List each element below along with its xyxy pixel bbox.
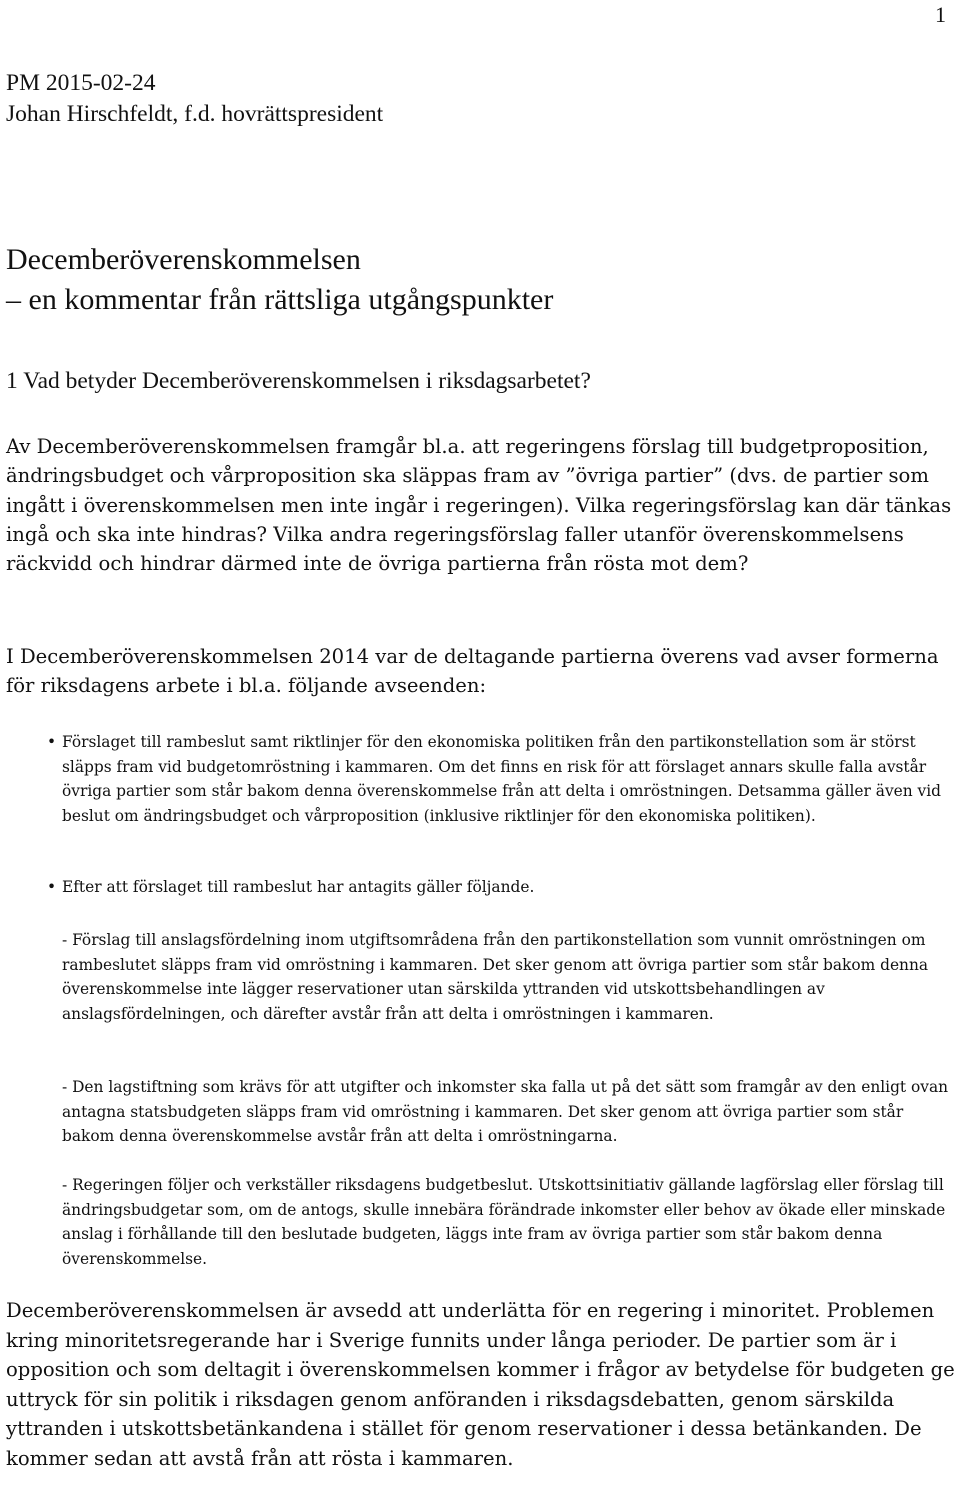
title-line-2: – en kommentar från rättsliga utgångspunkter: [6, 283, 554, 316]
bullet-icon: •: [47, 733, 57, 751]
bullet-item: [47, 875, 952, 900]
intro-paragraph: Av Decemberöverenskommelsen framgår bl.a. att regeringens förslag till budgetproposition, ändringsbudget och vårproposition ska släppas fram av ”övriga partier” (dvs. de partier som ingått i överenskommelsen men inte ingår i regeringen). Vilka regeringsförslag kan där tänkas ingå och ska inte hindras? Vilka andra regeringsförslag faller utanför överenskommelsens räckvidd och hindrar därmed inte de övriga partierna från rösta mot dem?: [6, 435, 952, 576]
bullet-text: Efter att förslaget till rambeslut har antagits gäller följande.: [62, 878, 535, 896]
closing-paragraph: Decemberöverenskommelsen är avsedd att underlätta för en regering i minoritet. Problemen kring minoritetsregerande har i Sverige funnits under långa perioder. De partier som är i opposition och som deltagit i överenskommelsen kommer i frågor av betydelse för budgeten ge uttryck för sin politik i riksdagen genom anföranden i riksdagsdebatten, genom särskilda yttranden i utskottsbetänkandena i stället för genom reservationer i dessa betänkanden. De kommer sedan att avstå från att rösta i kammaren.: [6, 1299, 955, 1470]
agreement-paragraph: I Decemberöverenskommelsen 2014 var de deltagande partierna överens vad avser formerna för riksdagens arbete i bl.a. följande avseenden:: [6, 645, 939, 698]
document-title: [6, 240, 553, 320]
section-heading: 1 Vad betyder Decemberöverenskommelsen i riksdagsarbetet?: [6, 368, 591, 394]
dash-item: - Regeringen följer och verkställer riksdagens budgetbeslut. Utskottsinitiativ gällande lagförslag eller förslag till ändringsbudgetar som, om de antogs, skulle innebära förändrade inkomster eller behov av ökade eller minskade anslag i förhållande till den beslutade budgeten, läggs inte fram av övriga partier som står bakom denna överenskommelse.: [62, 1176, 946, 1269]
memo-date: PM 2015-02-24: [6, 70, 156, 96]
bullet-icon: •: [47, 878, 57, 896]
title-line-1: Decemberöverenskommelsen: [6, 243, 361, 276]
dash-item: - Den lagstiftning som krävs för att utgifter och inkomster ska falla ut på det sätt som framgår av den enligt ovan antagna statsbudgeten släpps fram vid omröstning i kammaren. Det sker genom att övriga partier som står bakom denna överenskommelse avstår från att delta i omröstningarna.: [62, 1078, 949, 1146]
bullet-text: Förslaget till rambeslut samt riktlinjer för den ekonomiska politiken från den partikonstellation som är störst släpps fram vid budgetomröstning i kammaren. Om det finns en risk för att förslaget annars skulle falla avstår övriga partier som står bakom denna överenskommelse från att delta i omröstningen. Detsamma gäller även vid beslut om ändringsbudget och vårproposition (inklusive riktlinjer för den ekonomiska politiken).: [62, 733, 942, 826]
document-meta: [6, 68, 383, 130]
author-line: Johan Hirschfeldt, f.d. hovrättspresident: [6, 101, 384, 127]
page-number: 1: [935, 2, 946, 27]
bullet-item: [47, 730, 952, 829]
dash-item: - Förslag till anslagsfördelning inom utgiftsområdena från den partikonstellation som vunnit omröstningen om rambeslutet släpps fram vid omröstning i kammaren. Det sker genom att övriga partier som står bakom denna överenskommelse inte lägger reservationer utan särskilda yttranden vid utskottsbehandlingen av anslagsfördelningen, och därefter avstår från att delta i omröstningen i kammaren.: [62, 931, 929, 1024]
